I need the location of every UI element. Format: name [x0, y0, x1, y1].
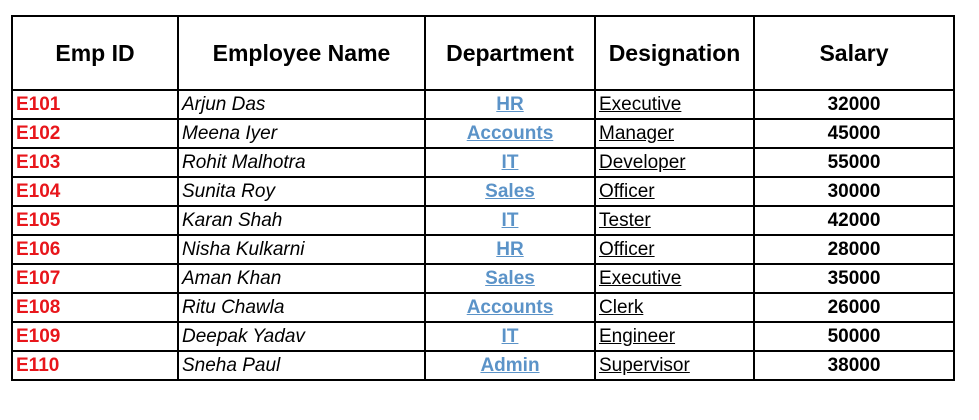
salary-cell: 42000: [754, 206, 954, 235]
salary-cell: 55000: [754, 148, 954, 177]
emp-id-cell: E104: [12, 177, 178, 206]
department-cell: [425, 119, 595, 148]
designation-cell: [595, 206, 754, 235]
salary-cell: 32000: [754, 90, 954, 119]
salary-cell: 28000: [754, 235, 954, 264]
emp-id-cell: E103: [12, 148, 178, 177]
emp-id-cell: E109: [12, 322, 178, 351]
department-link[interactable]: Accounts: [466, 297, 554, 318]
table-row: [12, 90, 954, 119]
department-link[interactable]: IT: [501, 152, 519, 173]
table-row: [12, 264, 954, 293]
designation-cell: [595, 177, 754, 206]
designation-link[interactable]: Tester: [599, 210, 651, 231]
designation-cell: [595, 264, 754, 293]
table-row: [12, 119, 954, 148]
header-employee-name: Employee Name: [178, 16, 425, 90]
employee-name-cell: Arjun Das: [178, 90, 425, 119]
emp-id-cell: E102: [12, 119, 178, 148]
department-cell: [425, 206, 595, 235]
employee-name-cell: Ritu Chawla: [178, 293, 425, 322]
designation-cell: [595, 235, 754, 264]
department-cell: [425, 90, 595, 119]
table-row: [12, 293, 954, 322]
department-link[interactable]: Accounts: [466, 123, 554, 144]
department-link[interactable]: Admin: [480, 355, 540, 376]
designation-link[interactable]: Officer: [599, 181, 655, 202]
department-link[interactable]: Sales: [485, 181, 535, 202]
department-link[interactable]: IT: [501, 326, 519, 347]
department-cell: [425, 322, 595, 351]
header-designation: Designation: [595, 16, 754, 90]
department-link[interactable]: HR: [496, 94, 524, 115]
designation-link[interactable]: Manager: [599, 123, 674, 144]
salary-cell: 26000: [754, 293, 954, 322]
department-link[interactable]: IT: [501, 210, 519, 231]
department-cell: [425, 264, 595, 293]
employee-table: [11, 15, 955, 381]
designation-cell: [595, 119, 754, 148]
designation-cell: [595, 322, 754, 351]
emp-id-cell: E110: [12, 351, 178, 380]
designation-cell: [595, 351, 754, 380]
designation-link[interactable]: Clerk: [599, 297, 644, 318]
table-row: [12, 177, 954, 206]
designation-link[interactable]: Executive: [599, 268, 682, 289]
table-row: [12, 206, 954, 235]
table-row: [12, 235, 954, 264]
department-cell: [425, 293, 595, 322]
designation-link[interactable]: Executive: [599, 94, 682, 115]
department-cell: [425, 148, 595, 177]
header-emp-id: Emp ID: [12, 16, 178, 90]
header-department: Department: [425, 16, 595, 90]
salary-cell: 35000: [754, 264, 954, 293]
employee-name-cell: Meena Iyer: [178, 119, 425, 148]
employee-name-cell: Sunita Roy: [178, 177, 425, 206]
salary-cell: 38000: [754, 351, 954, 380]
employee-name-cell: Sneha Paul: [178, 351, 425, 380]
department-link[interactable]: Sales: [485, 268, 535, 289]
header-salary: Salary: [754, 16, 954, 90]
table-row: [12, 148, 954, 177]
employee-name-cell: Nisha Kulkarni: [178, 235, 425, 264]
department-cell: [425, 177, 595, 206]
emp-id-cell: E105: [12, 206, 178, 235]
table-row: [12, 322, 954, 351]
designation-link[interactable]: Developer: [599, 152, 686, 173]
salary-cell: 45000: [754, 119, 954, 148]
department-cell: [425, 235, 595, 264]
employee-name-cell: Aman Khan: [178, 264, 425, 293]
department-cell: [425, 351, 595, 380]
salary-cell: 30000: [754, 177, 954, 206]
designation-link[interactable]: Engineer: [599, 326, 676, 347]
table-body: [12, 90, 954, 380]
header-row: [12, 16, 954, 90]
designation-link[interactable]: Officer: [599, 239, 655, 260]
employee-name-cell: Rohit Malhotra: [178, 148, 425, 177]
designation-cell: [595, 148, 754, 177]
designation-link[interactable]: Supervisor: [599, 355, 690, 376]
employee-name-cell: Deepak Yadav: [178, 322, 425, 351]
designation-cell: [595, 293, 754, 322]
emp-id-cell: E106: [12, 235, 178, 264]
salary-cell: 50000: [754, 322, 954, 351]
department-link[interactable]: HR: [496, 239, 524, 260]
employee-name-cell: Karan Shah: [178, 206, 425, 235]
emp-id-cell: E107: [12, 264, 178, 293]
emp-id-cell: E101: [12, 90, 178, 119]
designation-cell: [595, 90, 754, 119]
table-row: [12, 351, 954, 380]
emp-id-cell: E108: [12, 293, 178, 322]
